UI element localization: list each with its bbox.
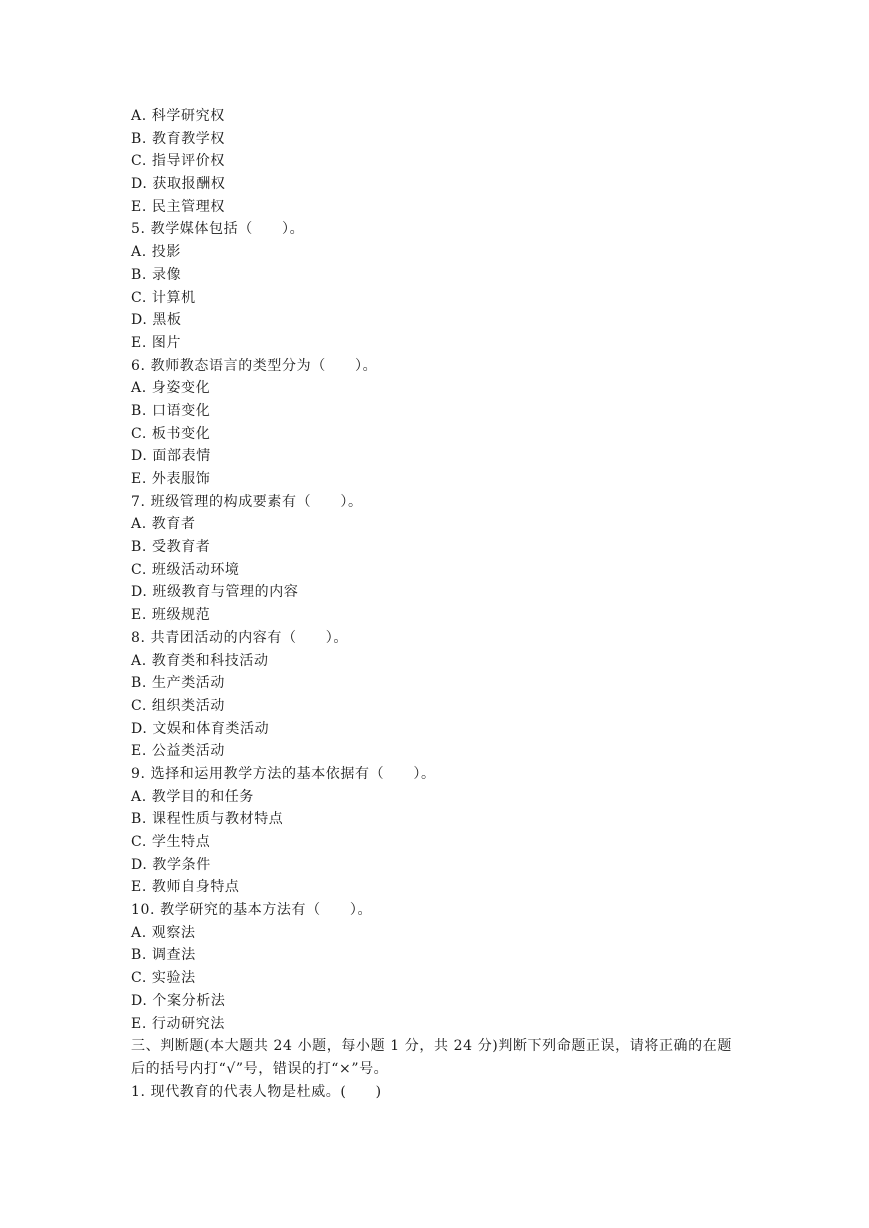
option-line: E. 班级规范 [131, 607, 211, 624]
option-line: E. 教师自身特点 [131, 879, 240, 896]
option-line: B. 口语变化 [131, 402, 211, 419]
question-line: 9. 选择和运用教学方法的基本依据有（ ）。 [131, 765, 436, 782]
option-line: B. 录像 [131, 266, 182, 283]
option-line: A. 教育类和科技活动 [131, 652, 269, 669]
option-line: C. 实验法 [131, 970, 196, 987]
option-line: A. 教学目的和任务 [131, 788, 255, 805]
option-line: C. 学生特点 [131, 834, 211, 850]
option-line: D. 班级教育与管理的内容 [131, 584, 299, 601]
option-line: C. 指导评价权 [131, 153, 225, 170]
option-line: B. 调查法 [131, 947, 196, 964]
option-line: A. 投影 [131, 244, 182, 261]
option-line: B. 课程性质与教材特点 [131, 811, 284, 828]
option-line: C. 计算机 [131, 289, 196, 306]
option-line: B. 教育教学权 [131, 130, 225, 147]
option-line: C. 班级活动环境 [131, 561, 240, 578]
option-line: D. 黑板 [131, 312, 182, 329]
option-line: D. 文娱和体育类活动 [131, 720, 270, 737]
section-heading-line-2: 后的括号内打“√”号，错误的打“×”号。 [131, 1060, 389, 1077]
option-line: C. 板书变化 [131, 425, 211, 442]
option-line: E. 外表服饰 [131, 471, 211, 487]
option-line: A. 身姿变化 [131, 380, 211, 397]
option-line: D. 教学条件 [131, 856, 211, 873]
option-line: D. 获取报酬权 [131, 176, 226, 193]
option-line: E. 行动研究法 [131, 1015, 225, 1032]
question-line: 10. 教学研究的基本方法有（ ）。 [131, 902, 373, 919]
question-line: 8. 共青团活动的内容有（ ）。 [131, 629, 349, 646]
option-line: D. 个案分析法 [131, 992, 226, 1009]
option-line: E. 民主管理权 [131, 198, 225, 215]
option-line: B. 受教育者 [131, 539, 211, 556]
section-heading-line-1: 三、判断题(本大题共 24 小题，每小题 1 分，共 24 分)判断下列命题正误，请将正确的在题 [131, 1038, 732, 1055]
option-line: A. 观察法 [131, 924, 196, 941]
question-line: 1. 现代教育的代表人物是杜威。( ) [131, 1083, 382, 1100]
option-line: E. 图片 [131, 334, 182, 351]
option-line: C. 组织类活动 [131, 697, 225, 714]
question-line: 7. 班级管理的构成要素有（ ）。 [131, 493, 363, 510]
document-content [131, 105, 751, 1103]
option-line: A. 科学研究权 [131, 108, 225, 124]
option-line: E. 公益类活动 [131, 743, 225, 760]
option-line: D. 面部表情 [131, 448, 211, 465]
question-line: 5. 教学媒体包括（ ）。 [131, 221, 305, 238]
question-line: 6. 教师教态语言的类型分为（ ）。 [131, 357, 378, 374]
option-line: B. 生产类活动 [131, 675, 225, 692]
option-line: A. 教育者 [131, 516, 196, 533]
